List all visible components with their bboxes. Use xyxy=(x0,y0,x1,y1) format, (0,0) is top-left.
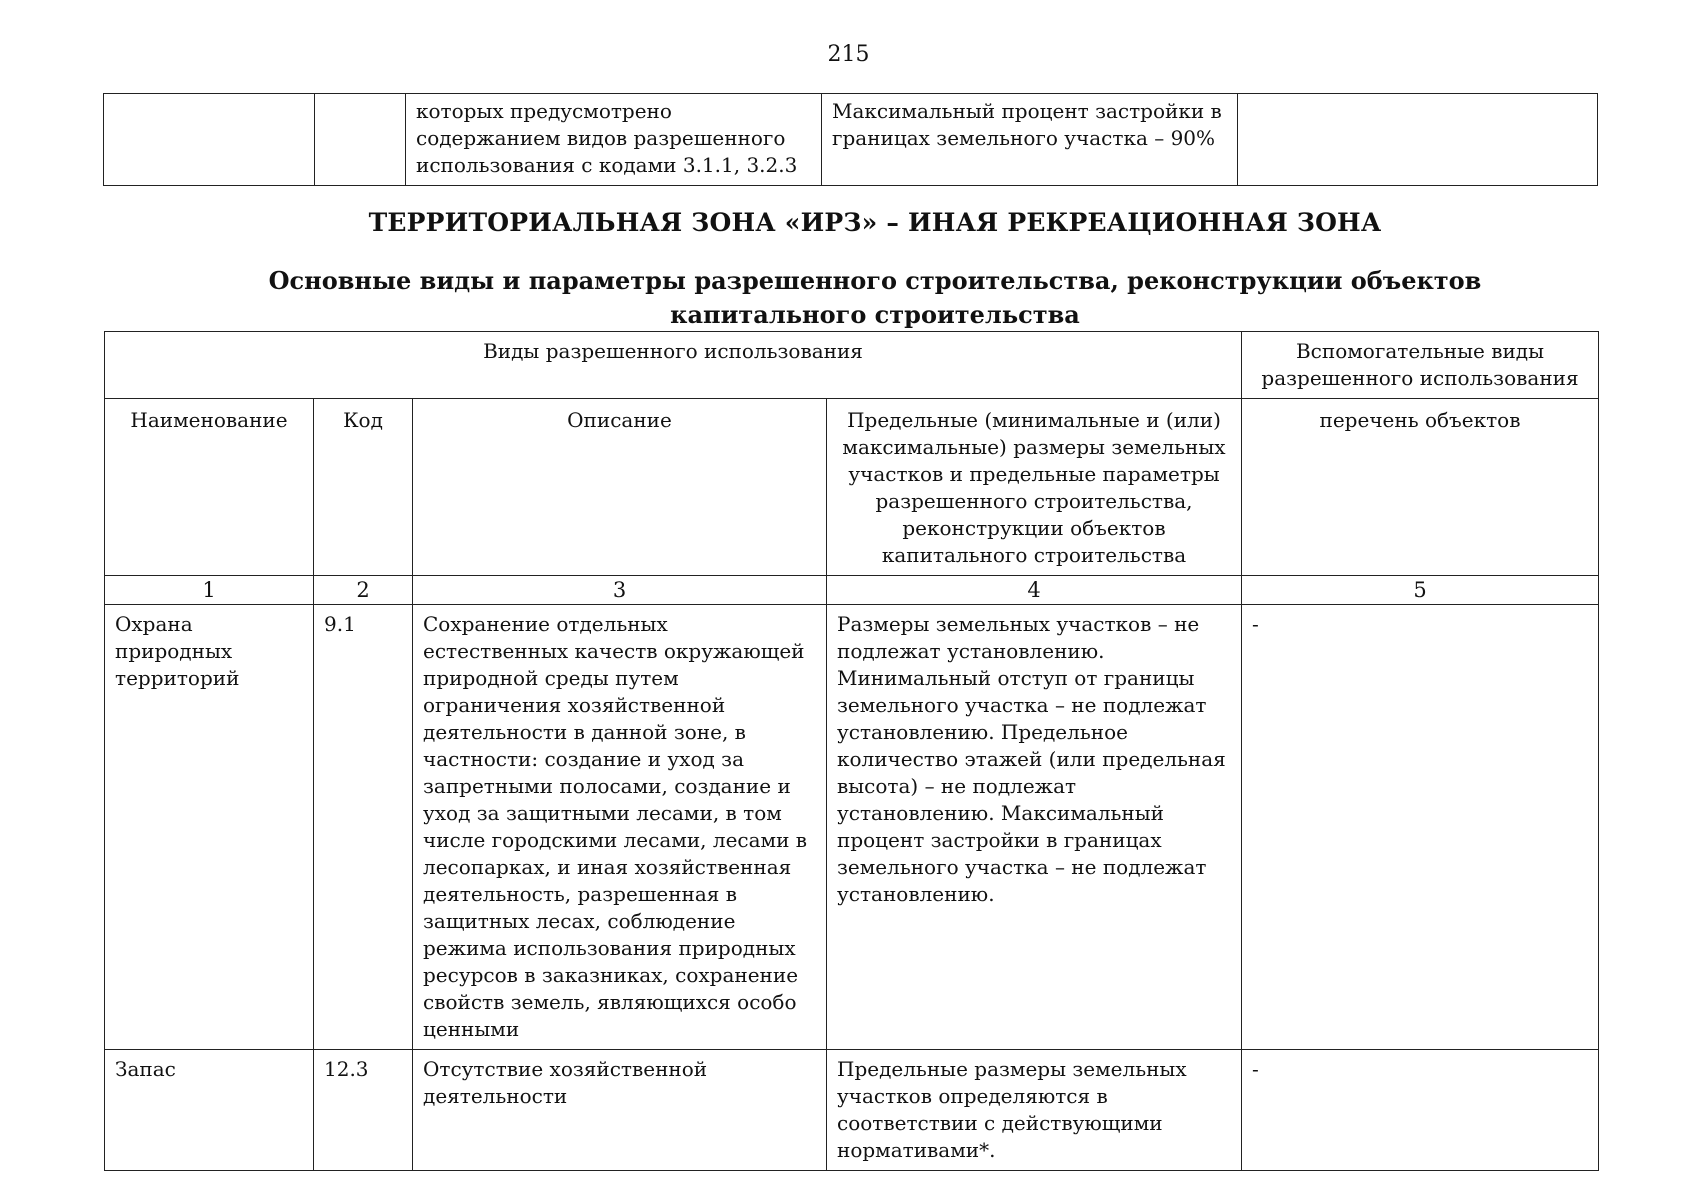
continuation-table xyxy=(103,93,1598,186)
column-header-parameters: Предельные (минимальные и (или) максимальные) размеры земельных участков и предельные параметры разрешенного строительства, реконструкции объектов капитального строительства xyxy=(827,399,1242,576)
table-row xyxy=(105,1050,1599,1171)
objects-cell xyxy=(1238,94,1598,186)
code-cell xyxy=(315,94,406,186)
zone-table xyxy=(104,331,1599,1171)
column-number: 4 xyxy=(827,576,1242,605)
row-code: 9.1 xyxy=(314,605,413,1050)
parameters-cell: Максимальный процент застройки в границах земельного участка – 90% xyxy=(822,94,1238,186)
name-cell xyxy=(104,94,315,186)
column-number: 3 xyxy=(413,576,827,605)
column-number: 2 xyxy=(314,576,413,605)
row-name: Запас xyxy=(105,1050,314,1171)
row-objects: - xyxy=(1242,1050,1599,1171)
column-number: 1 xyxy=(105,576,314,605)
column-header-code: Код xyxy=(314,399,413,576)
table-row xyxy=(104,94,1598,186)
column-header-description: Описание xyxy=(413,399,827,576)
page-number: 215 xyxy=(827,42,870,67)
description-cell: которых предусмотрено содержанием видов разрешенного использования с кодами 3.1.1, 3.2.3 xyxy=(406,94,822,186)
column-header-objects: перечень объектов xyxy=(1242,399,1599,576)
row-code: 12.3 xyxy=(314,1050,413,1171)
row-parameters: Предельные размеры земельных участков определяются в соответствии с действующими нормативами*. xyxy=(827,1050,1242,1171)
group-header-aux: Вспомогательные виды разрешенного использования xyxy=(1242,332,1599,399)
column-number-row xyxy=(105,576,1599,605)
row-description: Отсутствие хозяйственной деятельности xyxy=(413,1050,827,1171)
column-header-name: Наименование xyxy=(105,399,314,576)
row-parameters: Размеры земельных участков – не подлежат установлению. Минимальный отступ от границы земельного участка – не подлежат установлению. Предельное количество этажей (или предельная высота) – не подлежат установлению. Максимальный процент застройки в границах земельного участка – не подлежат установлению. xyxy=(827,605,1242,1050)
section-title: Основные виды и параметры разрешенного строительства, реконструкции объектов капитального строительства xyxy=(268,266,1482,329)
column-number: 5 xyxy=(1242,576,1599,605)
zone-title: ТЕРРИТОРИАЛЬНАЯ ЗОНА «ИРЗ» – ИНАЯ РЕКРЕАЦИОННАЯ ЗОНА xyxy=(368,208,1382,237)
row-objects: - xyxy=(1242,605,1599,1050)
table-row xyxy=(105,605,1599,1050)
group-header-main: Виды разрешенного использования xyxy=(105,332,1242,399)
group-header-row xyxy=(105,332,1599,399)
row-description: Сохранение отдельных естественных качеств окружающей природной среды путем ограничения хозяйственной деятельности в данной зоне, в частности: создание и уход за запретными полосами, создание и уход за защитными лесами, в том числе городскими лесами, лесами в лесопарках, и иная хозяйственная деятельность, разрешенная в защитных лесах, соблюдение режима использования природных ресурсов в заказниках, сохранение свойств земель, являющихся особо ценными xyxy=(413,605,827,1050)
column-header-row xyxy=(105,399,1599,576)
row-name: Охрана природных территорий xyxy=(105,605,314,1050)
